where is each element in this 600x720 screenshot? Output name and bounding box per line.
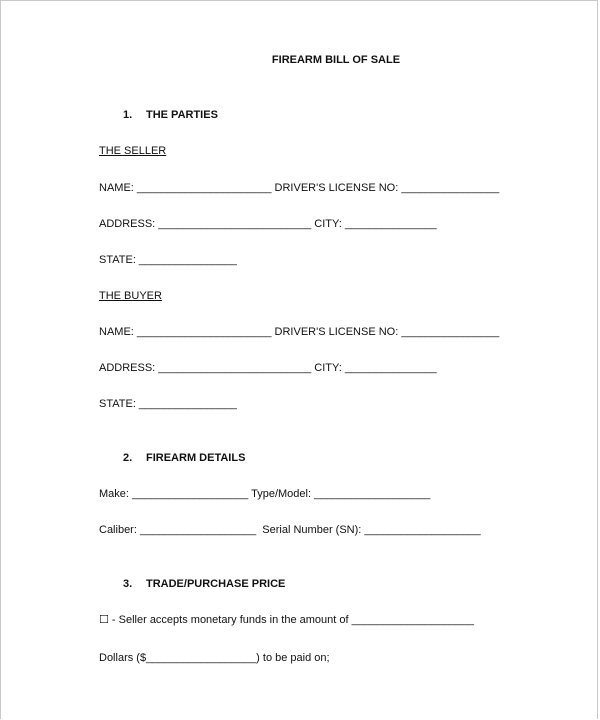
buyer-heading: THE BUYER bbox=[99, 290, 162, 302]
monetary-funds-checkbox-line[interactable]: ☐ - Seller accepts monetary funds in the amount of ____________________ bbox=[99, 614, 474, 626]
section-number: 2. bbox=[123, 452, 133, 464]
seller-heading: THE SELLER bbox=[99, 145, 167, 157]
buyer-name-field[interactable]: NAME: ______________________ DRIVER'S LICENSE NO: ________________ bbox=[99, 326, 500, 338]
document-title: FIREARM BILL OF SALE bbox=[271, 54, 401, 66]
section-heading-price bbox=[123, 577, 285, 591]
section-title: TRADE/PURCHASE PRICE bbox=[146, 578, 286, 590]
dollars-amount-field[interactable]: Dollars ($__________________) to be paid on; bbox=[99, 652, 330, 664]
firearm-caliber-serial-field[interactable]: Caliber: ___________________ Serial Number (SN): ___________________ bbox=[99, 524, 481, 536]
section-number: 3. bbox=[123, 578, 133, 590]
buyer-address-field[interactable]: ADDRESS: _________________________ CITY: _______________ bbox=[99, 362, 437, 374]
section-title: THE PARTIES bbox=[146, 109, 218, 121]
buyer-state-field[interactable]: STATE: ________________ bbox=[99, 398, 237, 410]
section-heading-firearm-details bbox=[123, 451, 245, 465]
section-heading-parties bbox=[123, 108, 218, 122]
seller-name-field[interactable]: NAME: ______________________ DRIVER'S LICENSE NO: ________________ bbox=[99, 182, 500, 194]
section-number: 1. bbox=[123, 109, 133, 121]
section-title: FIREARM DETAILS bbox=[146, 452, 246, 464]
firearm-make-model-field[interactable]: Make: ___________________ Type/Model: ___________________ bbox=[99, 488, 431, 500]
seller-state-field[interactable]: STATE: ________________ bbox=[99, 254, 237, 266]
seller-address-field[interactable]: ADDRESS: _________________________ CITY: _______________ bbox=[99, 218, 437, 230]
